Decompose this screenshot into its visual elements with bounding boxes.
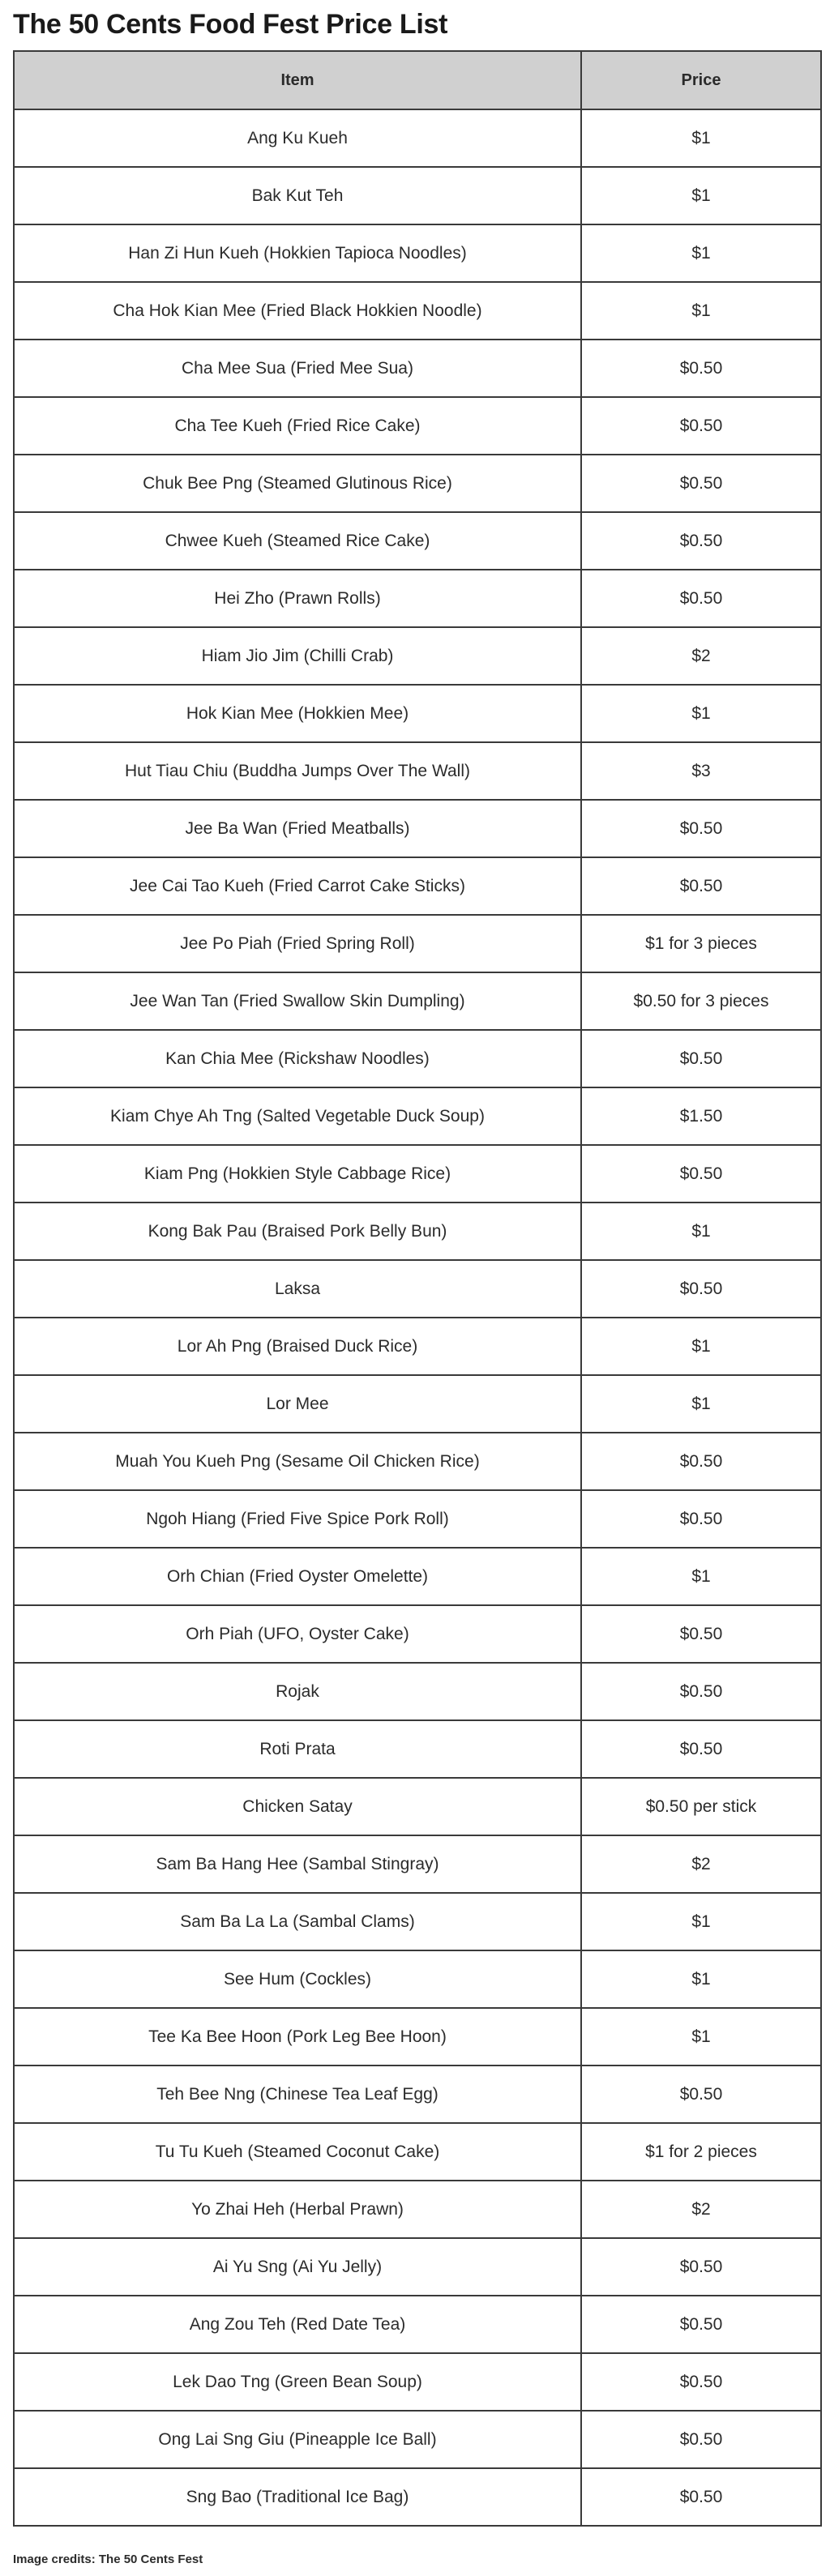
table-row [14,972,821,1030]
item-cell: Ang Ku Kueh [14,109,581,167]
price-cell: $1 [581,1893,821,1950]
price-table [13,50,822,2527]
price-cell: $0.50 [581,340,821,397]
price-cell: $1 [581,685,821,742]
item-cell: Hok Kian Mee (Hokkien Mee) [14,685,581,742]
price-cell: $0.50 [581,2296,821,2353]
price-cell: $1 [581,2008,821,2065]
table-row [14,1490,821,1548]
page-title: The 50 Cents Food Fest Price List [13,9,448,40]
table-row [14,2238,821,2296]
table-row [14,2411,821,2468]
table-row [14,2065,821,2123]
table-row [14,2008,821,2065]
item-cell: Chicken Satay [14,1778,581,1835]
price-cell: $1 [581,1203,821,1260]
item-cell: Hut Tiau Chiu (Buddha Jumps Over The Wall) [14,742,581,800]
price-cell: $2 [581,1835,821,1893]
price-cell: $0.50 [581,857,821,915]
price-cell: $1 for 3 pieces [581,915,821,972]
item-cell: Lek Dao Tng (Green Bean Soup) [14,2353,581,2411]
table-row [14,167,821,224]
price-cell: $1 [581,167,821,224]
table-row [14,455,821,512]
price-cell: $0.50 [581,2411,821,2468]
item-cell: Rojak [14,1663,581,1720]
item-cell: Jee Po Piah (Fried Spring Roll) [14,915,581,972]
price-cell: $0.50 [581,1145,821,1203]
table-row [14,1720,821,1778]
price-cell: $0.50 [581,570,821,627]
item-cell: Hei Zho (Prawn Rolls) [14,570,581,627]
item-cell: Lor Mee [14,1375,581,1433]
table-row [14,1893,821,1950]
price-cell: $1.50 [581,1087,821,1145]
price-cell: $0.50 [581,800,821,857]
column-header-item: Item [14,51,581,109]
price-cell: $0.50 [581,1490,821,1548]
table-row [14,857,821,915]
table-row [14,1030,821,1087]
table-row [14,1778,821,1835]
table-row [14,282,821,340]
item-cell: Ai Yu Sng (Ai Yu Jelly) [14,2238,581,2296]
item-cell: Kong Bak Pau (Braised Pork Belly Bun) [14,1203,581,1260]
table-header-row [14,51,821,109]
price-cell: $0.50 [581,1663,821,1720]
item-cell: Tu Tu Kueh (Steamed Coconut Cake) [14,2123,581,2181]
price-cell: $2 [581,2181,821,2238]
price-cell: $0.50 [581,2468,821,2526]
price-cell: $0.50 per stick [581,1778,821,1835]
item-cell: Chwee Kueh (Steamed Rice Cake) [14,512,581,570]
column-header-price: Price [581,51,821,109]
item-cell: Roti Prata [14,1720,581,1778]
item-cell: Jee Cai Tao Kueh (Fried Carrot Cake Sticks) [14,857,581,915]
item-cell: Jee Ba Wan (Fried Meatballs) [14,800,581,857]
price-cell: $2 [581,627,821,685]
table-body [14,109,821,2526]
table-row [14,2123,821,2181]
price-cell: $0.50 for 3 pieces [581,972,821,1030]
table-row [14,2296,821,2353]
price-cell: $0.50 [581,2065,821,2123]
item-cell: Orh Chian (Fried Oyster Omelette) [14,1548,581,1605]
table-row [14,1433,821,1490]
price-cell: $0.50 [581,455,821,512]
item-cell: Jee Wan Tan (Fried Swallow Skin Dumpling) [14,972,581,1030]
price-cell: $1 [581,1375,821,1433]
table-row [14,800,821,857]
item-cell: Muah You Kueh Png (Sesame Oil Chicken Rice) [14,1433,581,1490]
table-row [14,2353,821,2411]
price-cell: $0.50 [581,1605,821,1663]
item-cell: Lor Ah Png (Braised Duck Rice) [14,1318,581,1375]
image-credits: Image credits: The 50 Cents Fest [13,2553,203,2566]
table-row [14,1145,821,1203]
price-cell: $0.50 [581,2238,821,2296]
table-row [14,1835,821,1893]
item-cell: Cha Tee Kueh (Fried Rice Cake) [14,397,581,455]
price-cell: $1 [581,109,821,167]
table-row [14,2468,821,2526]
item-cell: Kiam Chye Ah Tng (Salted Vegetable Duck Soup) [14,1087,581,1145]
item-cell: Sng Bao (Traditional Ice Bag) [14,2468,581,2526]
table-row [14,1950,821,2008]
item-cell: Cha Mee Sua (Fried Mee Sua) [14,340,581,397]
table-row [14,109,821,167]
price-cell: $0.50 [581,1030,821,1087]
item-cell: Cha Hok Kian Mee (Fried Black Hokkien Noodle) [14,282,581,340]
table-row [14,1663,821,1720]
item-cell: Yo Zhai Heh (Herbal Prawn) [14,2181,581,2238]
price-cell: $0.50 [581,2353,821,2411]
price-cell: $0.50 [581,512,821,570]
price-cell: $1 [581,282,821,340]
table-row [14,570,821,627]
price-cell: $3 [581,742,821,800]
item-cell: Bak Kut Teh [14,167,581,224]
price-cell: $0.50 [581,1433,821,1490]
price-cell: $0.50 [581,397,821,455]
item-cell: Chuk Bee Png (Steamed Glutinous Rice) [14,455,581,512]
table-row [14,340,821,397]
item-cell: Hiam Jio Jim (Chilli Crab) [14,627,581,685]
table-row [14,1605,821,1663]
item-cell: Ong Lai Sng Giu (Pineapple Ice Ball) [14,2411,581,2468]
item-cell: Laksa [14,1260,581,1318]
item-cell: Sam Ba Hang Hee (Sambal Stingray) [14,1835,581,1893]
price-cell: $1 [581,224,821,282]
item-cell: Orh Piah (UFO, Oyster Cake) [14,1605,581,1663]
item-cell: Tee Ka Bee Hoon (Pork Leg Bee Hoon) [14,2008,581,2065]
table-row [14,627,821,685]
table-row [14,1260,821,1318]
table-row [14,1087,821,1145]
table-row [14,512,821,570]
table-row [14,2181,821,2238]
price-cell: $1 for 2 pieces [581,2123,821,2181]
table-row [14,224,821,282]
item-cell: Ngoh Hiang (Fried Five Spice Pork Roll) [14,1490,581,1548]
price-cell: $1 [581,1950,821,2008]
price-cell: $1 [581,1318,821,1375]
table-row [14,1548,821,1605]
item-cell: Kan Chia Mee (Rickshaw Noodles) [14,1030,581,1087]
table-row [14,915,821,972]
item-cell: See Hum (Cockles) [14,1950,581,2008]
table-row [14,685,821,742]
item-cell: Kiam Png (Hokkien Style Cabbage Rice) [14,1145,581,1203]
price-cell: $0.50 [581,1260,821,1318]
item-cell: Sam Ba La La (Sambal Clams) [14,1893,581,1950]
table-row [14,397,821,455]
table-row [14,1375,821,1433]
table-row [14,742,821,800]
table-row [14,1203,821,1260]
price-cell: $0.50 [581,1720,821,1778]
price-cell: $1 [581,1548,821,1605]
item-cell: Ang Zou Teh (Red Date Tea) [14,2296,581,2353]
item-cell: Han Zi Hun Kueh (Hokkien Tapioca Noodles) [14,224,581,282]
table-row [14,1318,821,1375]
item-cell: Teh Bee Nng (Chinese Tea Leaf Egg) [14,2065,581,2123]
